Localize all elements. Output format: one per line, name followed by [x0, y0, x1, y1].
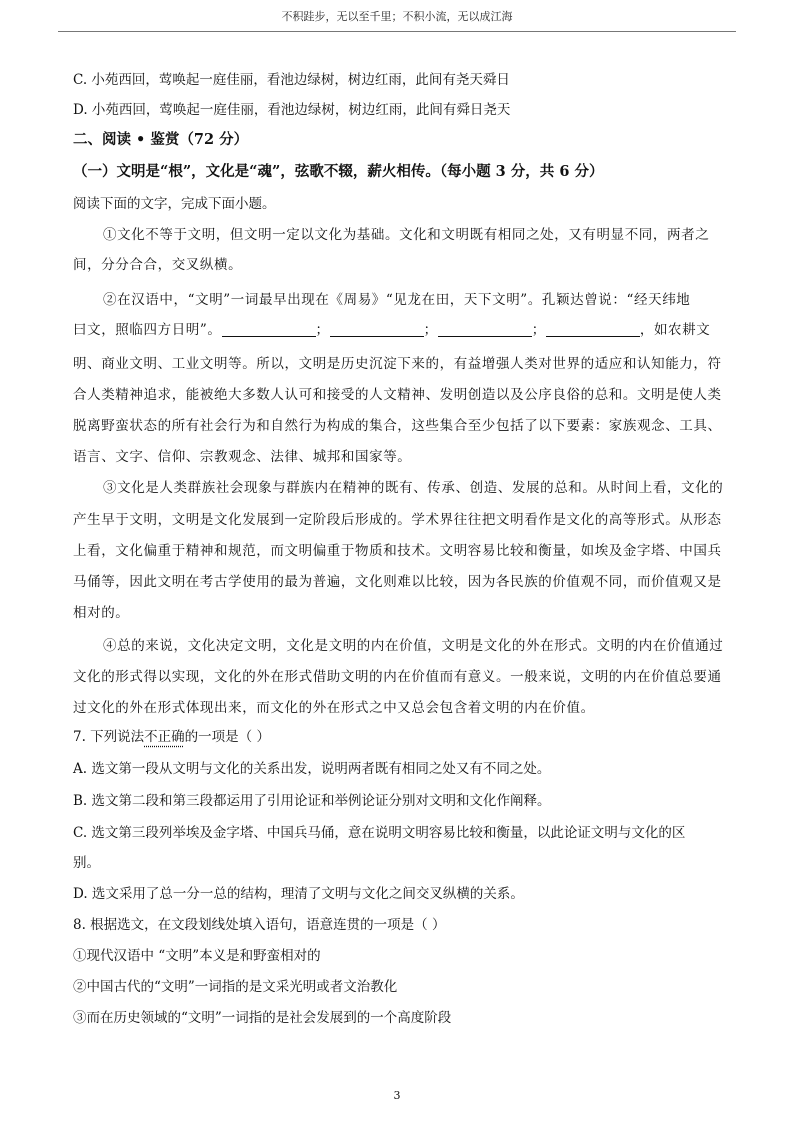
passage-p4-line1: ④总的来说，文化决定文明，文化是文明的内在价值，文明是文化的外在形式。文明的内在价值通过 [103, 638, 724, 654]
page-header-motto: 不积跬步，无以至千里；不积小流，无以成江海 [281, 10, 513, 23]
passage-p3-line2: 产生早于文明，文明是文化发展到一定阶段后形成的。学术界往往把文明看作是文化的高等形式。从形态 [73, 512, 722, 528]
p2-quote-end: 曰文，照临四方日明”。 [73, 322, 222, 338]
p2-line2-end: ，如农耕文 [639, 322, 711, 338]
q8-sentence-3: ③而在历史领域的“文明”一词指的是社会发展到的一个高度阶段 [73, 1010, 452, 1026]
fill-blank-3 [438, 323, 532, 338]
header-divider [58, 31, 736, 32]
q7-option-a: A. 选文第一段从文明与文化的关系出发，说明两者既有相同之处又有不同之处。 [73, 761, 551, 777]
q7-stem-end: 的一项是（ ） [184, 729, 270, 745]
passage-p3-line3: 上看，文化偏重于精神和规范，而文明偏重于物质和技术。文明容易比较和衡量，如埃及金字塔、中国兵 [73, 543, 722, 559]
q7-emphasis: 不正确 [144, 729, 185, 745]
fill-blank-4 [546, 323, 640, 338]
q8-sentence-2: ②中国古代的“文明”一词指的是文采光明或者文治教化 [73, 979, 398, 995]
blank-separator: ； [531, 322, 546, 338]
question-7-stem [73, 725, 721, 745]
passage-p4-line3: 过文化的外在形式体现出来，而文化的外在形式之中又总会包含着文明的内在价值。 [73, 700, 595, 716]
passage-p1-line1: ①文化不等于文明，但文明一定以文化为基础。文化和文明既有相同之处，又有明显不同，两者之 [103, 227, 710, 243]
question-8-stem: 8. 根据选文，在文段划线处填入语句，语意连贯的一项是（ ） [73, 917, 446, 933]
passage-p2-line5: 脱离野蛮状态的所有社会行为和自然行为构成的集合，这些集合至少包括了以下要素：家族观念、工具、 [73, 418, 722, 434]
option-c-prev: C. 小苑西回，莺唤起一庭佳丽，看池边绿树，树边红雨，此间有尧天舜日 [73, 72, 510, 88]
page-number: 3 [393, 1089, 401, 1102]
passage-p4-line2: 文化的形式得以实现，文化的外在形式借助文明的内在价值而有意义。一般来说，文明的内在价值总要通 [73, 669, 722, 685]
q8-sentence-1: ①现代汉语中 “文明”本义是和野蛮相对的 [73, 948, 321, 964]
passage-p2-line6: 语言、文字、信仰、宗教观念、法律、城邦和国家等。 [73, 449, 412, 465]
q7-option-b: B. 选文第二段和第三段都运用了引用论证和举例论证分别对文明和文化作阐释。 [73, 793, 551, 809]
option-d-prev: D. 小苑西回，莺唤起一庭佳丽，看池边绿树，树边红雨，此间有舜日尧天 [73, 102, 511, 118]
passage-p1-line2: 间，分分合合，交叉纵横。 [73, 257, 243, 273]
blank-separator: ； [315, 322, 330, 338]
passage-p3-line4: 马俑等，因此文明在考古学使用的最为普遍，文化则难以比较，因为各民族的价值观不同，而价值观又是 [73, 574, 722, 590]
section-title: 二、阅读 • 鉴赏（72 分） [73, 131, 249, 148]
q7-option-c-line2: 别。 [73, 855, 100, 871]
q7-stem-start: 7. 下列说法 [73, 729, 145, 745]
q7-option-d: D. 选文采用了总一分一总的结构，理清了文明与文化之间交叉纵横的关系。 [73, 886, 524, 902]
section-instruction: 阅读下面的文字，完成下面小题。 [73, 196, 276, 212]
section-subtitle: （一）文明是“根”，文化是“魂”，弦歌不辍，薪火相传。（每小题 3 分，共 6 分） [73, 163, 604, 180]
passage-p2-line2 [73, 318, 721, 338]
passage-p3-line1: ③文化是人类群族社会现象与群族内在精神的既有、传承、创造、发展的总和。从时间上看，文化的 [103, 480, 724, 496]
fill-blank-2 [330, 323, 424, 338]
blank-separator: ； [423, 322, 438, 338]
fill-blank-1 [222, 323, 316, 338]
passage-p3-line5: 相对的。 [73, 605, 130, 621]
passage-p2-line1: ②在汉语中，“文明”一词最早出现在《周易》“见龙在田，天下文明”。孔颖达曾说：“经天纬地 [103, 292, 691, 308]
q7-option-c-line1: C. 选文第三段列举埃及金字塔、中国兵马俑，意在说明文明容易比较和衡量，以此论证文明与文化的区 [73, 825, 686, 841]
passage-p2-line3: 明、商业文明、工业文明等。所以，文明是历史沉淀下来的，有益增强人类对世界的适应和认知能力，符 [73, 356, 722, 372]
passage-p2-line4: 合人类精神追求，能被绝大多数人认可和接受的人文精神、发明创造以及公序良俗的总和。文明是使人类 [73, 387, 722, 403]
